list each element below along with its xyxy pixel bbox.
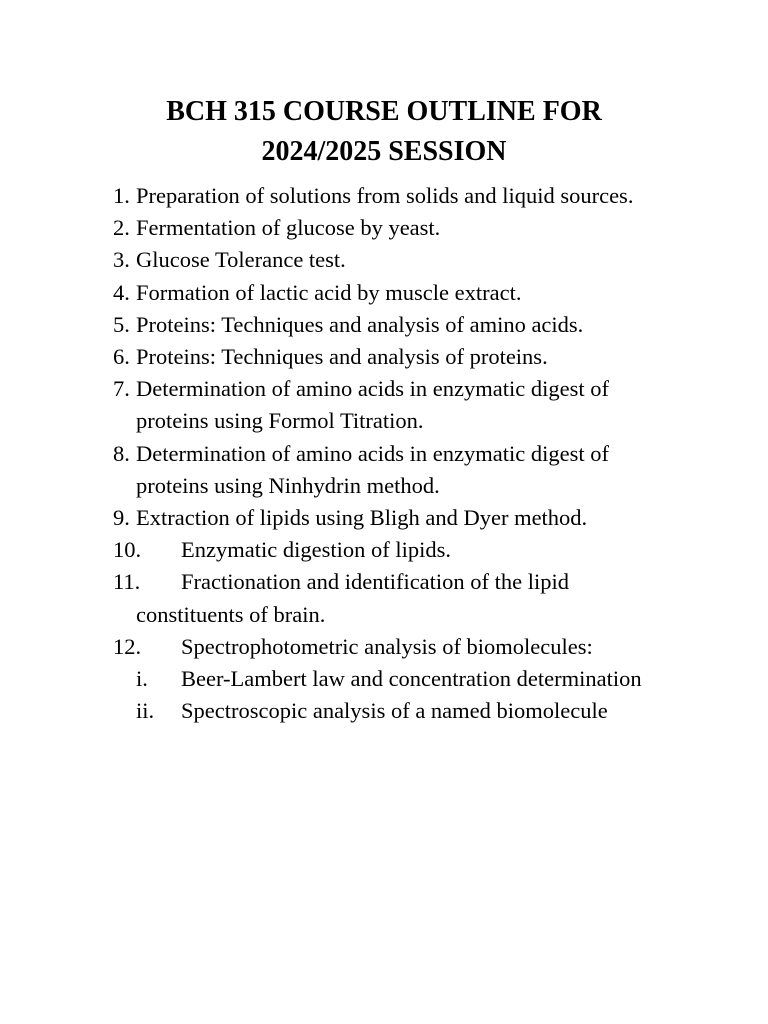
title-line-2: 2024/2025 SESSION	[261, 136, 507, 167]
title-line-1: BCH 315 COURSE OUTLINE FOR	[166, 96, 602, 127]
list-item	[0, 180, 768, 212]
list-item-text: Preparation of solutions from solids and liquid sources.	[136, 183, 634, 208]
list-item	[0, 534, 768, 566]
list-item-text: Proteins: Techniques and analysis of amino acids.	[136, 311, 584, 337]
list-item-text: Fractionation and identification of the lipid constituents of brain.	[136, 569, 570, 627]
list-item-number: 3.	[113, 247, 130, 273]
list-item-number: 10.	[113, 537, 142, 563]
sub-list-item-text: Beer-Lambert law and concentration determination	[181, 666, 642, 692]
list-item-text: Extraction of lipids using Bligh and Dyer method.	[136, 505, 588, 531]
list-item-text: Formation of lactic acid by muscle extract.	[136, 279, 522, 305]
list-item	[0, 244, 768, 276]
list-item-number: 4.	[113, 279, 130, 305]
sub-list-item	[0, 663, 768, 695]
list-item	[0, 631, 768, 663]
sub-list-item-number: i.	[136, 666, 148, 692]
sub-list-item-text: Spectroscopic analysis of a named biomolecule	[181, 698, 608, 724]
list-item-number: 6.	[113, 344, 130, 370]
sub-list-item	[0, 695, 768, 727]
list-item-number: 11.	[113, 569, 141, 595]
list-item-number: 2.	[113, 215, 130, 241]
sub-list-item-number: ii.	[136, 698, 155, 724]
list-item	[0, 212, 768, 244]
list-item-text: Glucose Tolerance test.	[136, 247, 346, 273]
list-item	[0, 309, 768, 341]
course-outline-list	[0, 180, 768, 727]
list-item-text: Determination of amino acids in enzymatic digest of proteins using Ninhydrin method.	[136, 440, 609, 498]
list-item-number: 12.	[113, 633, 142, 659]
list-item-number: 1.	[113, 183, 130, 208]
list-item	[0, 502, 768, 534]
list-item-number: 9.	[113, 505, 130, 531]
list-item	[0, 277, 768, 309]
list-item-number: 8.	[113, 440, 130, 466]
list-item-text: Enzymatic digestion of lipids.	[181, 537, 451, 563]
list-item-text: Fermentation of glucose by yeast.	[136, 215, 441, 241]
list-item-number: 7.	[113, 376, 130, 402]
list-item-text: Proteins: Techniques and analysis of proteins.	[136, 344, 548, 370]
list-item-text: Spectrophotometric analysis of biomolecules:	[181, 633, 593, 659]
document-title	[0, 92, 768, 172]
list-item	[0, 566, 768, 630]
list-item-text: Determination of amino acids in enzymatic digest of proteins using Formol Titration.	[136, 376, 609, 434]
list-item	[0, 341, 768, 373]
list-item	[0, 438, 768, 502]
list-item	[0, 373, 768, 437]
list-item-number: 5.	[113, 311, 130, 337]
